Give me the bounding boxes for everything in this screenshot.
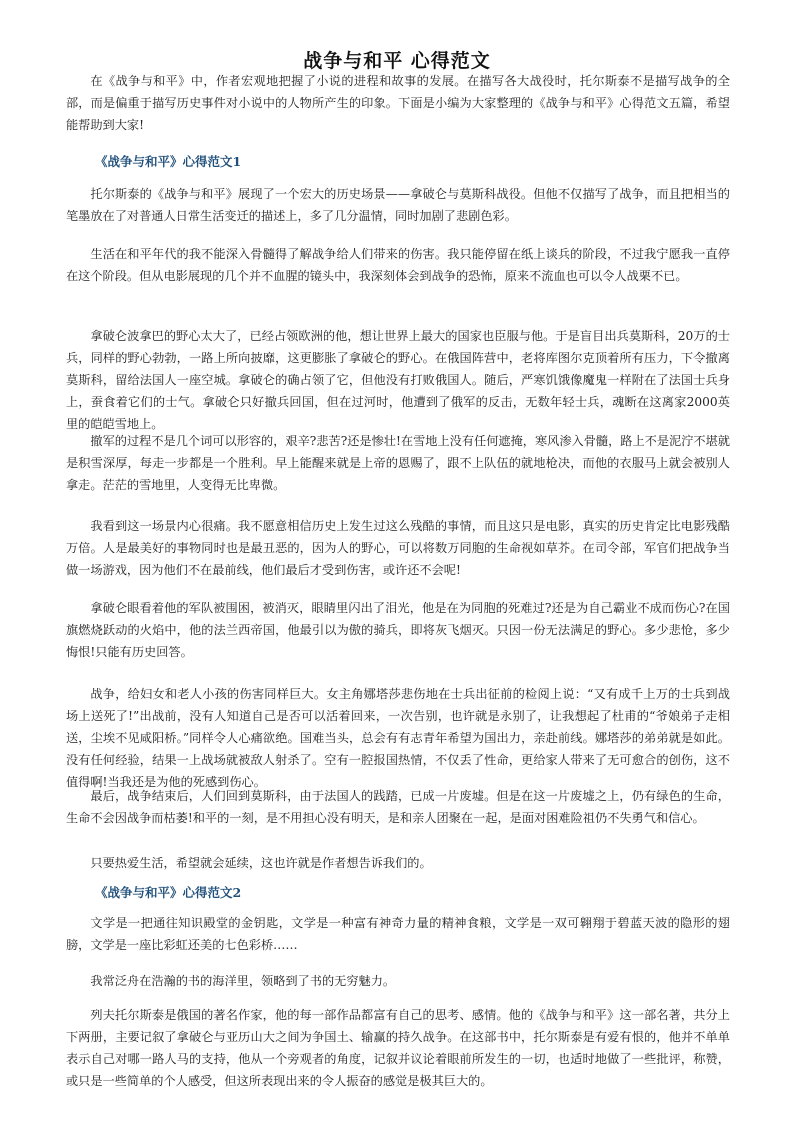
- paragraph: 拿破仑眼看着他的军队被围困，被消灭，眼睛里闪出了泪光，他是在为同胞的死难过?还是为自己霸业不成而伤心?在国旗燃烧跃动的火焰中，他的法兰西帝国，他最引以为傲的骑兵，即将灰飞烟灭。只因一份无法满足的野心。多少悲怆，多少悔恨!只能有历史回答。: [66, 601, 730, 659]
- paragraph: 我看到这一场景内心很痛。我不愿意相信历史上发生过这么残酷的事情，而且这只是电影，真实的历史肯定比电影残酷万倍。人是最美好的事物同时也是最丑恶的，因为人的野心，可以将数万同胞的生命视如草芥。在司令部，军官们把战争当做一场游戏，因为他们不在最前线，他们最后才受到伤害，或许还不会呢!: [66, 519, 730, 577]
- intro-paragraph: 在《战争与和平》中，作者宏观地把握了小说的进程和故事的发展。在描写各大战役时，托尔斯泰不是描写战争的全部，而是偏重于描写历史事件对小说中的人物所产生的印象。下面是小编为大家整理的《战争与和平》心得范文五篇，希望能帮助到大家!: [66, 74, 730, 132]
- paragraph: 文学是一把通往知识殿堂的金钥匙，文学是一种富有神奇力量的精神食粮，文学是一双可翱翔于碧蓝天波的隐形的翅膀，文学是一座比彩虹还美的七色彩桥……: [66, 916, 730, 952]
- paragraph: 我常泛舟在浩瀚的书的海洋里，领略到了书的无穷魅力。: [90, 974, 396, 988]
- paragraph: 只要热爱生活，希望就会延续，这也许就是作者想告诉我们的。: [90, 856, 432, 870]
- paragraph: 拿破仑波拿巴的野心太大了，已经占领欧洲的他，想让世界上最大的国家也臣服与他。于是盲目出兵莫斯科，20万的士兵，同样的野心勃勃，一路上所向披靡，这更膨胀了拿破仑的野心。在俄国阵营中，老将库图尔克顶着所有压力，下令撤离莫斯科，留给法国人一座空城。拿破仑的确占领了它，但他没有打败俄国人。随后，严寒饥饿像魔鬼一样附在了法国士兵身上，蚕食着它们的士气。拿破仑只好撤兵回国，但在过河时，他遭到了俄军的反击，无数年轻士兵，魂断在这离家2000英里的皑皑雪地上。: [66, 329, 730, 431]
- section-heading-2: 《战争与和平》心得范文2: [95, 885, 242, 900]
- paragraph: 生活在和平年代的我不能深入骨髓得了解战争给人们带来的伤害。我只能停留在纸上谈兵的阶段，不过我宁愿我一直停在这个阶段。但从电影展现的几个并不血腥的镜头中，我深刻体会到战争的恐怖，原来不流血也可以令人战栗不已。: [66, 247, 730, 283]
- page-title: 战争与和平 心得范文: [303, 49, 491, 72]
- paragraph: 托尔斯泰的《战争与和平》展现了一个宏大的历史场景——拿破仑与莫斯科战役。但他不仅描写了战争，而且把相当的笔墨放在了对普通人日常生活变迁的描述上，多了几分温情，同时加剧了悲剧色彩。: [66, 187, 730, 223]
- section-heading-1: 《战争与和平》心得范文1: [95, 154, 242, 169]
- paragraph: 最后，战争结束后，人们回到莫斯科，由于法国人的践踏，已成一片废墟。但是在这一片废墟之上，仍有绿色的生命，生命不会因战争而枯萎!和平的一刻，是不用担心没有明天，是和亲人团聚在一起，是面对困难险祖仍不失勇气和信心。: [66, 789, 730, 825]
- paragraph: 战争，给妇女和老人小孩的伤害同样巨大。女主角娜塔莎悲伤地在士兵出征前的检阅上说：“又有成千上万的士兵到战场上送死了!”出战前，没有人知道自己是否可以活着回来，一次告别，也许就是永别了，让我想起了杜甫的“爷娘弟子走相送，尘埃不见咸阳桥。”同样令人心痛欲绝。国难当头，总会有有志青年希望为国出力，亲赴前线。娜塔莎的弟弟就是如此。没有任何经验，结果一上战场就被敌人射杀了。空有一腔报国热情，不仅丢了性命，更给家人带来了无可愈合的创伤，这不值得啊!当我还是为他的死感到伤心。: [66, 687, 730, 789]
- paragraph: 列夫托尔斯泰是俄国的著名作家，他的每一部作品都富有自己的思考、感情。他的《战争与和平》这一部名著，共分上下两册，主要记叙了拿破仑与亚历山大之间为争国土、输赢的持久战争。在这部书中，托尔斯泰是有爱有恨的，他并不单单表示自己对哪一路人马的支持，他从一个旁观者的角度，记叙并议论着眼前所发生的一切，也适时地做了一些批评，称赞，或只是一些简单的个人感受，但这所表现出来的令人振奋的感觉是极其巨大的。: [66, 1008, 730, 1088]
- paragraph: 撤军的过程不是几个词可以形容的，艰辛?悲苦?还是惨壮!在雪地上没有任何遮掩，寒风渗入骨髓，路上不是泥泞不堪就是积雪深厚，每走一步都是一个胜利。早上能醒来就是上帝的恩赐了，跟不上队伍的就地枪决，而他的衣服马上就会被别人拿走。茫茫的雪地里，人变得无比卑微。: [66, 434, 730, 492]
